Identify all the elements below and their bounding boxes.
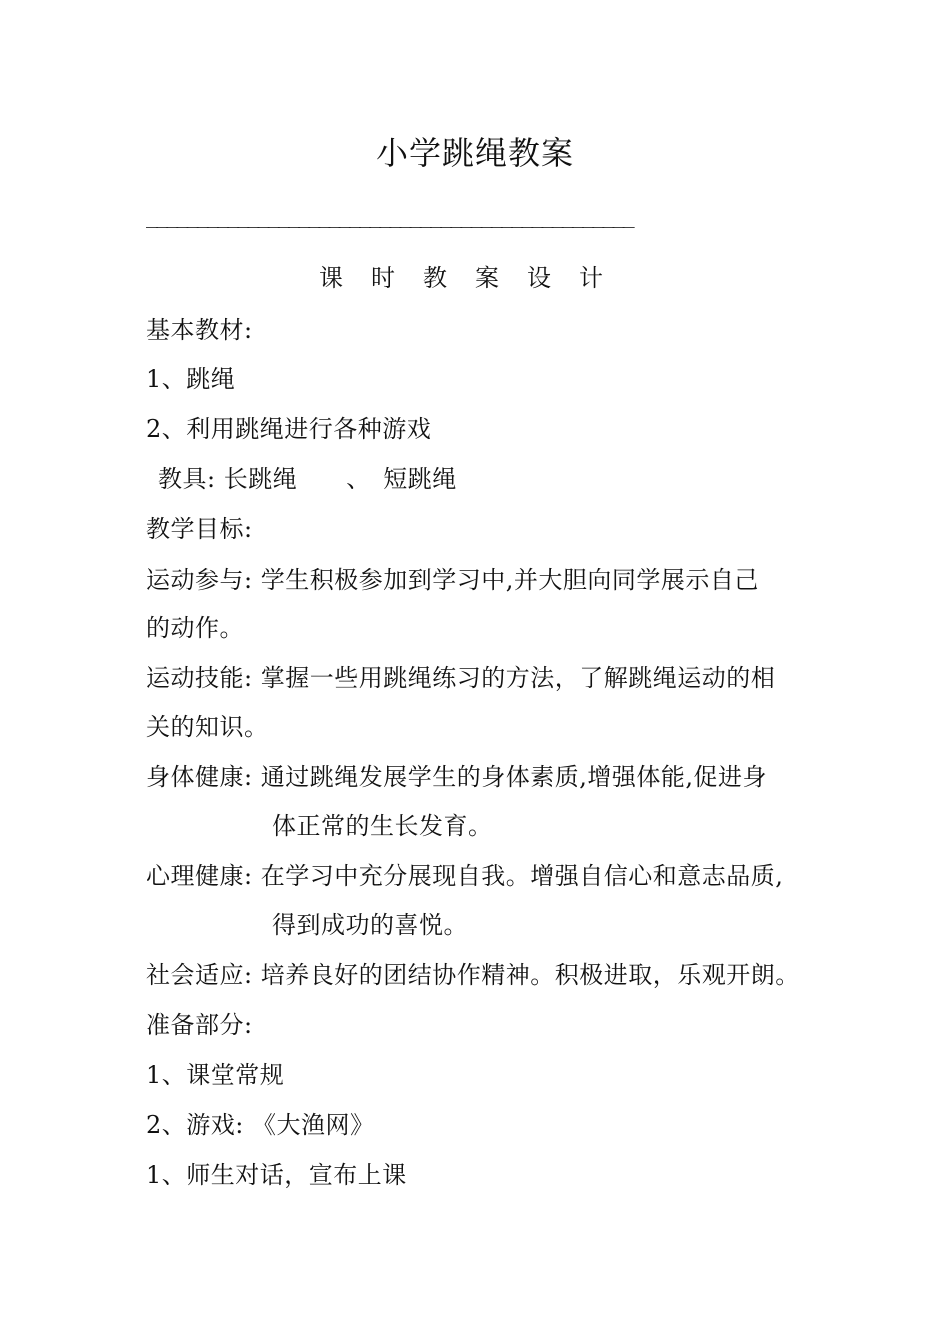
text-line: 教学目标: [146, 515, 253, 543]
text-line: 得到成功的喜悦。 [272, 911, 468, 939]
text-line: 1、师生对话，宣布上课 [146, 1161, 407, 1189]
text-line: 的动作。 [146, 614, 244, 642]
text-line: 1、跳绳 [146, 365, 236, 393]
text-line: 1、课堂常规 [146, 1061, 285, 1089]
text-line: 社会适应: 培养良好的团结协作精神。积极进取，乐观开朗。 [146, 961, 800, 989]
text-line: 基本教材: [146, 316, 253, 344]
text-line: 2、利用跳绳进行各种游戏 [146, 415, 432, 443]
horizontal-rule: ________________________________________________ [146, 204, 633, 228]
text-line: 2、游戏: 《大渔网》 [146, 1111, 375, 1139]
document-title: 小学跳绳教案 [375, 134, 574, 172]
text-line: 体正常的生长发育。 [272, 812, 493, 840]
text-line: 身体健康: 通过跳绳发展学生的身体素质,增强体能,促进身 [146, 763, 767, 791]
text-line: 准备部分: [146, 1011, 253, 1039]
section-heading: 课时教案设计 [319, 264, 631, 292]
text-line: 运动技能: 掌握一些用跳绳练习的方法，了解跳绳运动的相 [146, 664, 776, 692]
text-line: 心理健康: 在学习中充分展现自我。增强自信心和意志品质, [146, 862, 784, 890]
text-line: 教具: 长跳绳 、 短跳绳 [158, 465, 457, 493]
text-line: 关的知识。 [146, 713, 269, 741]
text-line: 运动参与: 学生积极参加到学习中,并大胆向同学展示自己 [146, 566, 759, 594]
